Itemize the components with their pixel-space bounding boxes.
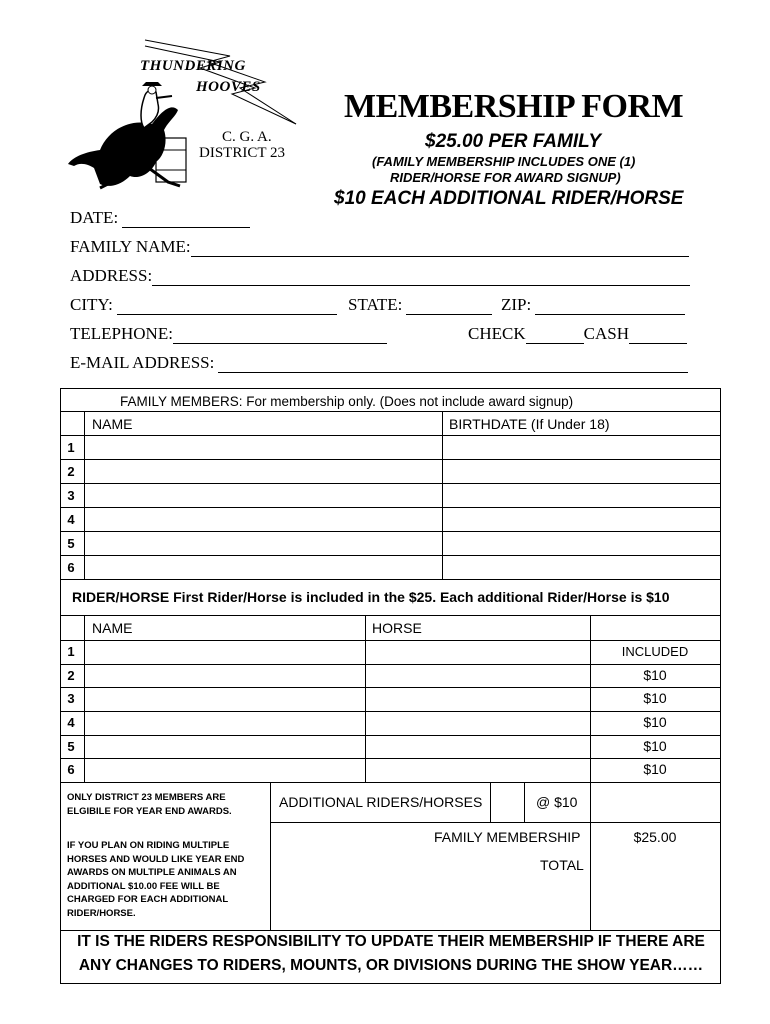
divider [524, 782, 525, 822]
family-name-field[interactable] [70, 237, 689, 257]
divider [60, 782, 721, 783]
divider [60, 579, 721, 580]
date-field[interactable] [70, 208, 250, 228]
multiple-horses-note-line: HORSES AND WOULD LIKE YEAR END [67, 853, 245, 865]
zip-field[interactable] [501, 295, 685, 315]
rider-row-price: $10 [643, 761, 667, 777]
rider-row-price: $10 [643, 738, 667, 754]
district-note [67, 791, 232, 818]
family-col-name: NAME [92, 416, 133, 432]
zip-label: ZIP: [501, 295, 532, 314]
form-title: MEMBERSHIP FORM [344, 88, 684, 125]
address-label: ADDRESS: [70, 266, 153, 285]
date-line[interactable] [122, 210, 250, 228]
family-row-number: 5 [67, 536, 75, 551]
rider-row-price: $10 [643, 690, 667, 706]
footer-line: IT IS THE RIDERS RESPONSIBILITY TO UPDATE THEIR MEMBERSHIP IF THERE ARE [77, 933, 705, 950]
district-note-line: ONLY DISTRICT 23 MEMBERS ARE [67, 792, 226, 803]
zip-line[interactable] [535, 297, 685, 315]
rider-row-price: INCLUDED [621, 644, 689, 659]
date-label: DATE: [70, 208, 119, 227]
divider [60, 758, 721, 759]
logo-line-1: THUNDERING [140, 58, 246, 74]
divider [270, 782, 271, 930]
divider [84, 411, 85, 579]
state-label: STATE: [348, 295, 403, 314]
divider [442, 411, 443, 579]
family-membership-label: FAMILY MEMBERSHIP [434, 829, 581, 845]
district-note-line: ELGIBILE FOR YEAR END AWARDS. [67, 805, 232, 817]
state-field[interactable] [348, 295, 492, 315]
family-row-number: 1 [67, 440, 75, 455]
family-membership-amount: $25.00 [633, 829, 677, 845]
multiple-horses-note-line: CHARGED FOR EACH ADDITIONAL [67, 894, 229, 905]
family-name-label: FAMILY NAME: [70, 237, 191, 256]
telephone-line[interactable] [173, 326, 387, 344]
family-row-number: 3 [67, 488, 75, 503]
divider [60, 711, 721, 712]
total-label: TOTAL [540, 857, 584, 873]
footer-notice [62, 930, 720, 978]
check-field[interactable] [468, 324, 687, 344]
multiple-horses-note-line: IF YOU PLAN ON RIDING MULTIPLE [67, 840, 230, 851]
divider [60, 435, 721, 436]
city-label: CITY: [70, 295, 113, 314]
rider-col-horse: HORSE [372, 620, 422, 636]
rider-col-name: NAME [92, 620, 133, 636]
divider [60, 507, 721, 508]
telephone-label: TELEPHONE: [70, 324, 173, 343]
logo-line-3: C. G. A. [222, 129, 272, 145]
divider [60, 483, 721, 484]
rider-table-caption: RIDER/HORSE First Rider/Horse is included in the $25. Each additional Rider/Horse is $10 [72, 589, 670, 605]
email-label: E-MAIL ADDRESS: [70, 353, 215, 372]
additional-rider-price: $10 EACH ADDITIONAL RIDER/HORSE [334, 188, 684, 209]
cash-label: CASH [583, 324, 629, 343]
divider [60, 459, 721, 460]
family-table-caption: FAMILY MEMBERS: For membership only. (Does not include award signup) [120, 394, 574, 409]
multiple-horses-note-line: RIDER/HORSE. [67, 907, 136, 919]
divider [60, 735, 721, 736]
additional-riders-label: ADDITIONAL RIDERS/HORSES [279, 794, 483, 810]
email-line[interactable] [218, 355, 688, 373]
membership-note-line-1: (FAMILY MEMBERSHIP INCLUDES ONE (1) [372, 154, 636, 169]
cash-line[interactable] [629, 326, 687, 344]
family-row-number: 6 [67, 560, 75, 575]
rider-row-price: $10 [643, 667, 667, 683]
check-line[interactable] [526, 326, 584, 344]
city-field[interactable] [70, 295, 337, 315]
multiple-horses-note [67, 839, 244, 920]
divider [60, 687, 721, 688]
address-line[interactable] [152, 268, 690, 286]
family-col-birthdate: BIRTHDATE (If Under 18) [449, 416, 610, 432]
divider [60, 411, 721, 412]
city-line[interactable] [117, 297, 337, 315]
multiple-horses-note-line: ADDITIONAL $10.00 FEE WILL BE [67, 880, 220, 892]
divider [60, 555, 721, 556]
divider [270, 822, 721, 823]
address-field[interactable] [70, 266, 690, 286]
footer-line: ANY CHANGES TO RIDERS, MOUNTS, OR DIVISIONS DURING THE SHOW YEAR…… [78, 957, 704, 974]
divider [60, 664, 721, 665]
rider-row-number: 4 [67, 715, 75, 730]
logo-line-4: DISTRICT 23 [199, 145, 285, 161]
family-name-line[interactable] [191, 239, 689, 257]
divider [60, 640, 721, 641]
logo-line-2: HOOVES [196, 79, 261, 95]
divider [60, 531, 721, 532]
multiple-horses-note-line: AWARDS ON MULTIPLE ANIMALS AN [67, 867, 237, 878]
rider-row-price: $10 [643, 714, 667, 730]
divider [590, 782, 591, 930]
telephone-field[interactable] [70, 324, 387, 344]
rider-row-number: 6 [67, 762, 75, 777]
family-row-number: 2 [67, 464, 75, 479]
rider-row-number: 1 [67, 644, 75, 659]
club-logo [60, 38, 310, 198]
family-price: $25.00 PER FAMILY [425, 131, 601, 152]
divider [60, 615, 721, 616]
email-field[interactable] [70, 353, 688, 373]
family-row-number: 4 [67, 512, 75, 527]
rider-row-number: 3 [67, 691, 75, 706]
divider [720, 411, 721, 579]
rider-row-number: 5 [67, 739, 75, 754]
additional-price-label: @ $10 [536, 794, 578, 810]
state-line[interactable] [406, 297, 492, 315]
membership-note-line-2: RIDER/HORSE FOR AWARD SIGNUP) [390, 170, 621, 185]
divider [490, 782, 491, 822]
rider-row-number: 2 [67, 668, 75, 683]
check-label: CHECK [468, 324, 526, 343]
